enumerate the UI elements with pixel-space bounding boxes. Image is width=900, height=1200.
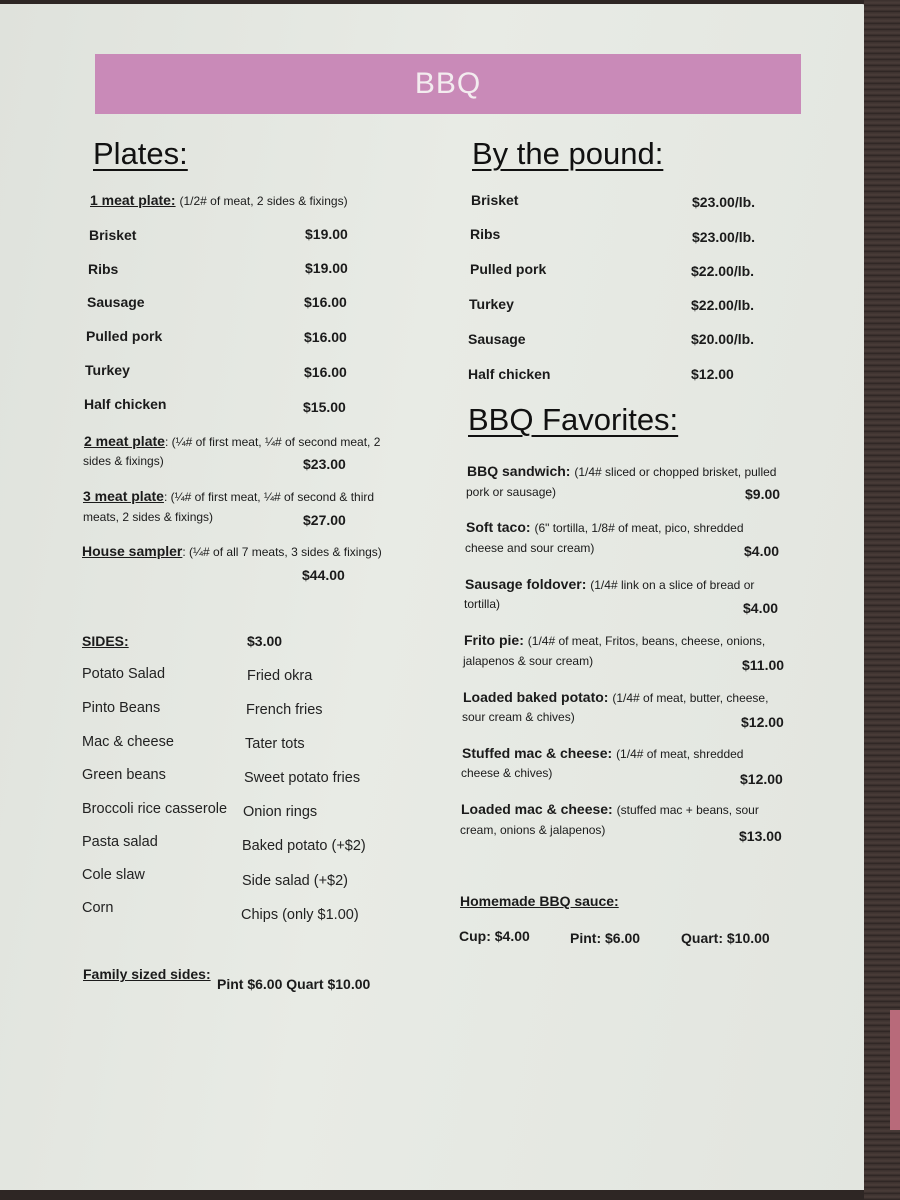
side-item: Potato Salad xyxy=(82,666,166,682)
favorite-item-desc-cont: cheese and sour cream) xyxy=(465,541,595,555)
house-sampler-label: House sampler xyxy=(82,543,183,559)
pound-item-name: Pulled pork xyxy=(470,261,547,277)
two-meat-plate-desc: : (¼# of first meat, ¼# of second meat, 2 xyxy=(164,435,381,449)
sauce-cup-price: Cup: $4.00 xyxy=(459,928,530,944)
three-meat-plate-price: $27.00 xyxy=(303,512,346,528)
favorite-item-desc: (1/4# of meat, shredded xyxy=(616,747,744,761)
pound-item-price: $22.00/lb. xyxy=(691,297,755,313)
favorite-item-desc: (1/4# of meat, Fritos, beans, cheese, onions, xyxy=(527,634,766,648)
three-meat-plate-label: 3 meat plate xyxy=(83,488,164,504)
favorite-item-price: $4.00 xyxy=(744,543,780,559)
favorite-item-desc: (1/4# link on a slice of bread or xyxy=(590,578,755,592)
plate-item-name: Turkey xyxy=(85,362,130,378)
by-the-pound-heading: By the pound: xyxy=(472,136,664,171)
pound-item-price: $12.00 xyxy=(691,366,734,382)
favorite-item-desc-cont: sour cream & chives) xyxy=(462,710,575,724)
favorite-item-name: BBQ sandwich: xyxy=(467,463,571,479)
pound-item-name: Sausage xyxy=(468,331,526,347)
plate-item-price: $16.00 xyxy=(304,364,347,380)
side-item: Broccoli rice casserole xyxy=(82,801,228,817)
two-meat-plate-line xyxy=(84,433,380,449)
plate-item-price: $19.00 xyxy=(305,260,348,276)
family-sides-label: Family sized sides: xyxy=(83,966,211,982)
side-item: Mac & cheese xyxy=(82,734,174,750)
plate-item-name: Sausage xyxy=(87,294,145,310)
favorite-item-desc: (stuffed mac + beans, sour xyxy=(616,803,759,817)
side-item: French fries xyxy=(246,702,323,718)
two-meat-plate-desc-cont: sides & fixings) xyxy=(83,454,164,468)
house-sampler-line xyxy=(82,543,382,559)
favorite-item-name: Loaded mac & cheese: xyxy=(461,801,613,817)
favorite-item-line xyxy=(461,801,759,817)
favorite-item-line xyxy=(465,576,754,592)
plates-heading: Plates: xyxy=(93,136,188,171)
side-item: Sweet potato fries xyxy=(244,770,361,786)
side-item: Pasta salad xyxy=(82,834,158,850)
favorite-item-desc-cont: jalapenos & sour cream) xyxy=(463,654,594,668)
menu-banner: BBQ xyxy=(95,54,801,114)
favorite-item-line xyxy=(463,689,768,705)
favorite-item-desc-cont: cream, onions & jalapenos) xyxy=(460,823,606,837)
pound-item-price: $23.00/lb. xyxy=(692,194,756,210)
pound-item-price: $23.00/lb. xyxy=(692,229,756,245)
plate-item-price: $15.00 xyxy=(303,399,346,415)
favorite-item-price: $12.00 xyxy=(741,714,784,730)
favorite-item-desc-cont: pork or sausage) xyxy=(466,485,557,499)
side-item: Pinto Beans xyxy=(82,700,161,716)
favorite-item-desc: (1/4# of meat, butter, cheese, xyxy=(612,691,769,705)
favorite-item-desc-cont: tortilla) xyxy=(464,597,501,611)
favorite-item-desc: (6" tortilla, 1/8# of meat, pico, shredded xyxy=(534,521,744,535)
sauce-pint-price: Pint: $6.00 xyxy=(570,930,641,946)
favorite-item-price: $13.00 xyxy=(739,828,782,844)
favorite-item-name: Sausage foldover: xyxy=(465,576,587,592)
two-meat-plate-label: 2 meat plate xyxy=(84,433,165,449)
two-meat-plate-price: $23.00 xyxy=(303,456,346,472)
side-item: Onion rings xyxy=(243,804,318,820)
favorite-item-price: $4.00 xyxy=(743,600,779,616)
three-meat-plate-line xyxy=(83,488,374,504)
plate-item-name: Brisket xyxy=(89,227,137,243)
three-meat-plate-desc: : (¼# of first meat, ¼# of second & third xyxy=(163,490,375,504)
one-meat-plate-label: 1 meat plate: xyxy=(90,192,176,208)
favorite-item-line xyxy=(464,632,765,648)
favorite-item-desc: (1/4# sliced or chopped brisket, pulled xyxy=(574,465,777,479)
side-item: Side salad (+$2) xyxy=(242,873,348,889)
bbq-favorites-heading: BBQ Favorites: xyxy=(468,402,679,437)
side-item: Baked potato (+$2) xyxy=(242,838,366,854)
side-item: Cole slaw xyxy=(82,867,145,883)
favorite-item-desc-cont: cheese & chives) xyxy=(461,766,553,780)
side-item: Tater tots xyxy=(245,736,305,752)
sides-price: $3.00 xyxy=(247,633,283,649)
pound-item-name: Turkey xyxy=(469,296,514,312)
binder-tab xyxy=(890,1010,900,1130)
house-sampler-price: $44.00 xyxy=(302,567,345,583)
plate-item-price: $19.00 xyxy=(305,226,348,242)
three-meat-plate-desc-cont: meats, 2 sides & fixings) xyxy=(83,510,214,524)
pound-item-price: $20.00/lb. xyxy=(691,331,755,347)
favorite-item-price: $12.00 xyxy=(740,771,783,787)
side-item: Fried okra xyxy=(247,668,313,684)
favorite-item-price: $11.00 xyxy=(742,657,785,673)
sauce-quart-price: Quart: $10.00 xyxy=(681,930,770,946)
favorite-item-price: $9.00 xyxy=(745,486,781,502)
sides-heading: SIDES: xyxy=(82,633,129,649)
favorite-item-name: Loaded baked potato: xyxy=(463,689,609,705)
house-sampler-desc: : (¼# of all 7 meats, 3 sides & fixings) xyxy=(182,545,382,559)
menu-page xyxy=(0,4,868,1190)
favorite-item-line xyxy=(467,463,776,479)
favorite-item-line xyxy=(462,745,743,761)
side-item: Chips (only $1.00) xyxy=(241,907,359,923)
plate-item-name: Half chicken xyxy=(84,396,167,412)
favorite-item-name: Soft taco: xyxy=(466,519,531,535)
favorite-item-name: Frito pie: xyxy=(464,632,524,648)
plate-item-price: $16.00 xyxy=(304,294,347,310)
family-sides-prices: Pint $6.00 Quart $10.00 xyxy=(217,976,371,992)
plate-item-name: Ribs xyxy=(88,261,119,277)
pound-item-name: Half chicken xyxy=(468,366,551,382)
side-item: Corn xyxy=(82,900,114,916)
one-meat-plate-desc: (1/2# of meat, 2 sides & fixings) xyxy=(179,194,348,208)
pound-item-price: $22.00/lb. xyxy=(691,263,755,279)
plate-item-price: $16.00 xyxy=(304,329,347,345)
side-item: Green beans xyxy=(82,767,166,783)
bbq-sauce-heading: Homemade BBQ sauce: xyxy=(460,893,619,909)
pound-item-name: Brisket xyxy=(471,192,519,208)
favorite-item-name: Stuffed mac & cheese: xyxy=(462,745,613,761)
plate-item-name: Pulled pork xyxy=(86,328,163,344)
one-meat-plate-line xyxy=(90,192,348,208)
favorite-item-line xyxy=(466,519,744,535)
pound-item-name: Ribs xyxy=(470,226,501,242)
